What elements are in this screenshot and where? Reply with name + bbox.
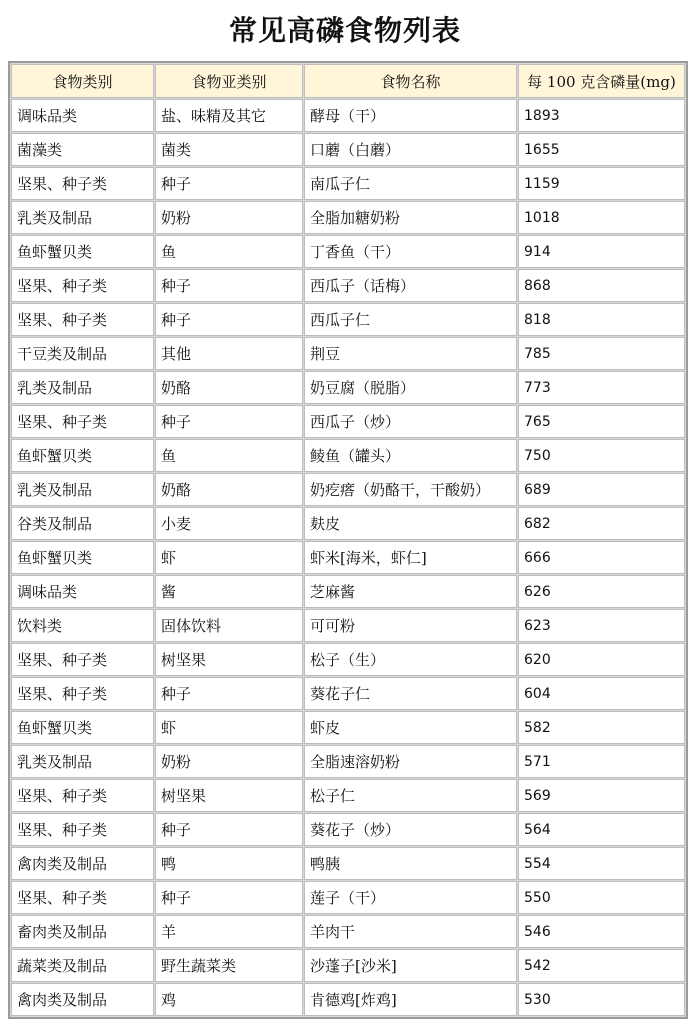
cell-subcategory: 奶酪 bbox=[155, 371, 303, 404]
cell-category: 饮料类 bbox=[11, 609, 154, 642]
table-row bbox=[11, 133, 685, 166]
cell-subcategory: 种子 bbox=[155, 677, 303, 710]
cell-category: 坚果、种子类 bbox=[11, 269, 154, 302]
cell-phosphorus: 564 bbox=[518, 813, 685, 846]
cell-phosphorus: 1893 bbox=[518, 99, 685, 132]
cell-subcategory: 种子 bbox=[155, 167, 303, 200]
cell-category: 乳类及制品 bbox=[11, 371, 154, 404]
cell-phosphorus: 689 bbox=[518, 473, 685, 506]
cell-category: 坚果、种子类 bbox=[11, 643, 154, 676]
cell-category: 乳类及制品 bbox=[11, 201, 154, 234]
cell-food-name: 西瓜子（炒） bbox=[304, 405, 517, 438]
table-row bbox=[11, 745, 685, 778]
cell-subcategory: 种子 bbox=[155, 813, 303, 846]
table-row bbox=[11, 235, 685, 268]
table-row bbox=[11, 949, 685, 982]
table-row bbox=[11, 507, 685, 540]
cell-phosphorus: 682 bbox=[518, 507, 685, 540]
table-header-row bbox=[11, 64, 685, 98]
cell-food-name: 南瓜子仁 bbox=[304, 167, 517, 200]
cell-phosphorus: 546 bbox=[518, 915, 685, 948]
cell-subcategory: 种子 bbox=[155, 269, 303, 302]
cell-food-name: 全脂速溶奶粉 bbox=[304, 745, 517, 778]
cell-subcategory: 菌类 bbox=[155, 133, 303, 166]
cell-category: 坚果、种子类 bbox=[11, 167, 154, 200]
table-row bbox=[11, 167, 685, 200]
cell-subcategory: 奶酪 bbox=[155, 473, 303, 506]
table-row bbox=[11, 269, 685, 302]
cell-subcategory: 鱼 bbox=[155, 235, 303, 268]
cell-food-name: 西瓜子（话梅） bbox=[304, 269, 517, 302]
table-row bbox=[11, 847, 685, 880]
cell-phosphorus: 818 bbox=[518, 303, 685, 336]
phosphorus-table bbox=[8, 61, 688, 1019]
cell-category: 蔬菜类及制品 bbox=[11, 949, 154, 982]
cell-food-name: 松子仁 bbox=[304, 779, 517, 812]
cell-category: 鱼虾蟹贝类 bbox=[11, 439, 154, 472]
cell-subcategory: 鸭 bbox=[155, 847, 303, 880]
table-container bbox=[8, 61, 685, 1019]
cell-food-name: 鲮鱼（罐头） bbox=[304, 439, 517, 472]
cell-food-name: 沙蓬子[沙米] bbox=[304, 949, 517, 982]
cell-phosphorus: 620 bbox=[518, 643, 685, 676]
cell-category: 坚果、种子类 bbox=[11, 813, 154, 846]
cell-phosphorus: 569 bbox=[518, 779, 685, 812]
cell-phosphorus: 571 bbox=[518, 745, 685, 778]
cell-category: 干豆类及制品 bbox=[11, 337, 154, 370]
cell-food-name: 奶疙瘩（奶酪干，干酸奶） bbox=[304, 473, 517, 506]
cell-phosphorus: 868 bbox=[518, 269, 685, 302]
cell-food-name: 莲子（干） bbox=[304, 881, 517, 914]
cell-food-name: 麸皮 bbox=[304, 507, 517, 540]
table-row bbox=[11, 609, 685, 642]
cell-food-name: 酵母（干） bbox=[304, 99, 517, 132]
cell-category: 坚果、种子类 bbox=[11, 779, 154, 812]
cell-phosphorus: 623 bbox=[518, 609, 685, 642]
cell-food-name: 肯德鸡[炸鸡] bbox=[304, 983, 517, 1016]
table-row bbox=[11, 677, 685, 710]
table-row bbox=[11, 711, 685, 744]
cell-subcategory: 固体饮料 bbox=[155, 609, 303, 642]
cell-food-name: 口蘑（白蘑） bbox=[304, 133, 517, 166]
cell-phosphorus: 1018 bbox=[518, 201, 685, 234]
cell-subcategory: 鱼 bbox=[155, 439, 303, 472]
page-title: 常见高磷食物列表 bbox=[228, 14, 461, 47]
cell-category: 调味品类 bbox=[11, 575, 154, 608]
cell-category: 畜肉类及制品 bbox=[11, 915, 154, 948]
cell-subcategory: 树坚果 bbox=[155, 779, 303, 812]
cell-category: 菌藻类 bbox=[11, 133, 154, 166]
cell-food-name: 虾皮 bbox=[304, 711, 517, 744]
cell-food-name: 荆豆 bbox=[304, 337, 517, 370]
table-row bbox=[11, 439, 685, 472]
cell-phosphorus: 582 bbox=[518, 711, 685, 744]
cell-phosphorus: 1159 bbox=[518, 167, 685, 200]
cell-category: 鱼虾蟹贝类 bbox=[11, 711, 154, 744]
cell-phosphorus: 750 bbox=[518, 439, 685, 472]
cell-food-name: 奶豆腐（脱脂） bbox=[304, 371, 517, 404]
cell-phosphorus: 914 bbox=[518, 235, 685, 268]
cell-subcategory: 种子 bbox=[155, 881, 303, 914]
header-phosphorus: 每 100 克含磷量(mg) bbox=[518, 64, 685, 98]
cell-food-name: 虾米[海米，虾仁] bbox=[304, 541, 517, 574]
cell-phosphorus: 550 bbox=[518, 881, 685, 914]
table-row bbox=[11, 99, 685, 132]
table-row bbox=[11, 337, 685, 370]
cell-phosphorus: 785 bbox=[518, 337, 685, 370]
cell-category: 坚果、种子类 bbox=[11, 881, 154, 914]
table-body bbox=[11, 99, 685, 1016]
cell-phosphorus: 666 bbox=[518, 541, 685, 574]
cell-food-name: 全脂加糖奶粉 bbox=[304, 201, 517, 234]
table-row bbox=[11, 541, 685, 574]
cell-phosphorus: 1655 bbox=[518, 133, 685, 166]
cell-category: 谷类及制品 bbox=[11, 507, 154, 540]
table-row bbox=[11, 201, 685, 234]
cell-food-name: 西瓜子仁 bbox=[304, 303, 517, 336]
table-row bbox=[11, 915, 685, 948]
cell-subcategory: 鸡 bbox=[155, 983, 303, 1016]
table-row bbox=[11, 881, 685, 914]
cell-phosphorus: 626 bbox=[518, 575, 685, 608]
cell-subcategory: 小麦 bbox=[155, 507, 303, 540]
cell-phosphorus: 530 bbox=[518, 983, 685, 1016]
table-row bbox=[11, 473, 685, 506]
cell-food-name: 丁香鱼（干） bbox=[304, 235, 517, 268]
cell-subcategory: 奶粉 bbox=[155, 745, 303, 778]
cell-category: 鱼虾蟹贝类 bbox=[11, 235, 154, 268]
cell-subcategory: 树坚果 bbox=[155, 643, 303, 676]
cell-category: 坚果、种子类 bbox=[11, 677, 154, 710]
table-row bbox=[11, 813, 685, 846]
table-row bbox=[11, 371, 685, 404]
cell-subcategory: 其他 bbox=[155, 337, 303, 370]
cell-category: 禽肉类及制品 bbox=[11, 847, 154, 880]
cell-subcategory: 盐、味精及其它 bbox=[155, 99, 303, 132]
cell-subcategory: 虾 bbox=[155, 541, 303, 574]
cell-category: 乳类及制品 bbox=[11, 473, 154, 506]
cell-category: 坚果、种子类 bbox=[11, 303, 154, 336]
cell-subcategory: 羊 bbox=[155, 915, 303, 948]
cell-category: 禽肉类及制品 bbox=[11, 983, 154, 1016]
cell-food-name: 葵花子仁 bbox=[304, 677, 517, 710]
cell-category: 调味品类 bbox=[11, 99, 154, 132]
cell-subcategory: 虾 bbox=[155, 711, 303, 744]
cell-category: 鱼虾蟹贝类 bbox=[11, 541, 154, 574]
table-row bbox=[11, 575, 685, 608]
table-row bbox=[11, 303, 685, 336]
cell-food-name: 葵花子（炒） bbox=[304, 813, 517, 846]
cell-food-name: 鸭胰 bbox=[304, 847, 517, 880]
cell-subcategory: 种子 bbox=[155, 405, 303, 438]
cell-phosphorus: 604 bbox=[518, 677, 685, 710]
cell-category: 乳类及制品 bbox=[11, 745, 154, 778]
cell-food-name: 可可粉 bbox=[304, 609, 517, 642]
cell-category: 坚果、种子类 bbox=[11, 405, 154, 438]
cell-food-name: 羊肉干 bbox=[304, 915, 517, 948]
table-row bbox=[11, 983, 685, 1016]
cell-phosphorus: 554 bbox=[518, 847, 685, 880]
cell-subcategory: 奶粉 bbox=[155, 201, 303, 234]
cell-phosphorus: 542 bbox=[518, 949, 685, 982]
table-row bbox=[11, 643, 685, 676]
table-row bbox=[11, 405, 685, 438]
cell-food-name: 芝麻酱 bbox=[304, 575, 517, 608]
cell-subcategory: 酱 bbox=[155, 575, 303, 608]
cell-subcategory: 野生蔬菜类 bbox=[155, 949, 303, 982]
cell-subcategory: 种子 bbox=[155, 303, 303, 336]
cell-phosphorus: 773 bbox=[518, 371, 685, 404]
header-category: 食物类别 bbox=[11, 64, 154, 98]
header-subcategory: 食物亚类别 bbox=[155, 64, 303, 98]
table-row bbox=[11, 779, 685, 812]
cell-food-name: 松子（生） bbox=[304, 643, 517, 676]
cell-phosphorus: 765 bbox=[518, 405, 685, 438]
header-food-name: 食物名称 bbox=[304, 64, 517, 98]
